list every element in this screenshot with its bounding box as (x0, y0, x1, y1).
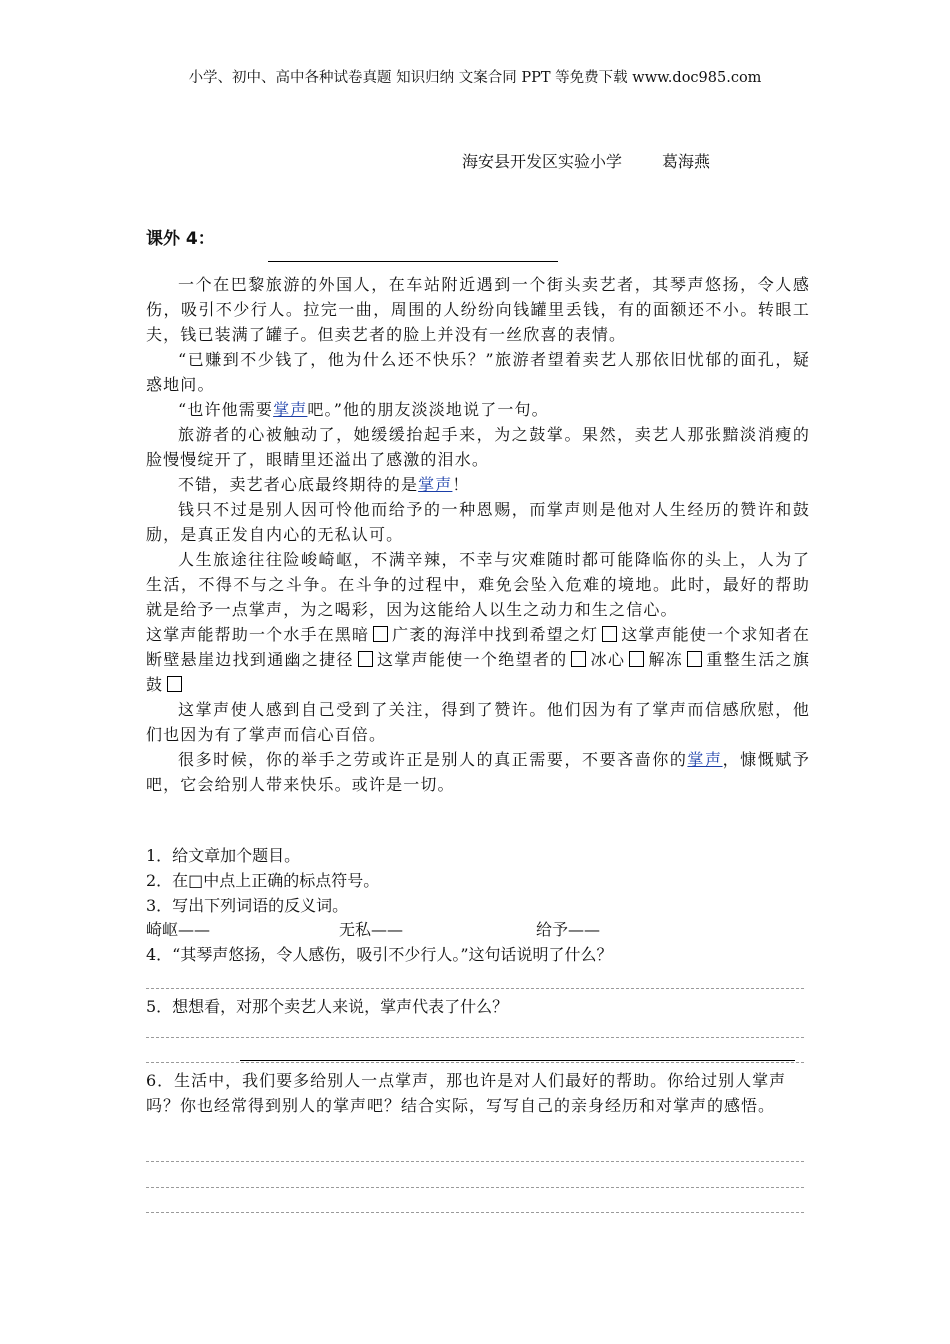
author-name: 葛海燕 (662, 152, 711, 171)
passage-paragraph: 旅游者的心被触动了，她缓缓抬起手来，为之鼓掌。果然，卖艺人那张黯淡消瘦的脸慢慢绽开了，眼睛里还溢出了感激的泪水。 (146, 425, 810, 469)
question-3-word-3: 给予—— (536, 920, 601, 939)
question-3-word-2: 无私—— (339, 920, 404, 939)
answer-line[interactable] (146, 1037, 804, 1038)
passage-paragraph: 这掌声使人感到自己受到了关注，得到了赞许。他们因为有了掌声而信感欣慰，他们也因为有了掌声而信心百倍。 (146, 700, 810, 744)
question-3: 3．写出下列词语的反义词。 (146, 896, 349, 915)
answer-line[interactable] (146, 1187, 804, 1188)
passage-paragraph: “已赚到不少钱了，他为什么还不快乐？”旅游者望着卖艺人那依旧忧郁的面孔，疑惑地问。 (146, 350, 810, 394)
section-title: 课外 4： (146, 229, 215, 249)
answer-line[interactable] (146, 1062, 804, 1063)
answer-line[interactable] (146, 1161, 804, 1162)
question-2: 2．在□中点上正确的标点符号。 (146, 871, 380, 890)
question-5: 5．想想看，对那个卖艺人来说，掌声代表了什么？ (146, 997, 509, 1016)
applause-link[interactable]: 掌声 (687, 750, 723, 769)
answer-line[interactable] (146, 988, 804, 989)
author-school: 海安县开发区实验小学 (462, 152, 623, 171)
header-banner: 小学、初中、高中各种试卷真题 知识归纳 文案合同 PPT 等免费下载 www.doc985.com (188, 70, 762, 86)
question-3-word-1: 崎岖—— (146, 920, 211, 939)
punctuation-box[interactable] (373, 626, 388, 642)
punctuation-box[interactable] (167, 676, 182, 692)
punctuation-box[interactable] (358, 651, 373, 667)
answer-underline[interactable] (240, 1060, 795, 1061)
author-line (462, 149, 710, 172)
question-6: 6．生活中，我们要多给别人一点掌声，那也许是对人们最好的帮助。你给过别人掌声吗？你也经常得到别人的掌声吧？结合实际，写写自己的亲身经历和对掌声的感悟。 (146, 1071, 787, 1115)
punctuation-box[interactable] (571, 651, 586, 667)
punctuation-box[interactable] (629, 651, 644, 667)
passage-paragraph: 一个在巴黎旅游的外国人，在车站附近遇到一个街头卖艺者，其琴声悠扬，令人感伤，吸引不少行人。拉完一曲，周围的人纷纷向钱罐里丢钱，有的面额还不小。转眼工夫，钱已装满了罐子。但卖艺者的脸上并没有一丝欣喜的表情。 (146, 275, 810, 344)
passage-paragraph: 不错，卖艺者心底最终期待的是掌声！ (178, 475, 470, 494)
applause-link[interactable]: 掌声 (418, 475, 453, 494)
punctuation-box[interactable] (687, 651, 702, 667)
question-1: 1．给文章加个题目。 (146, 846, 301, 865)
applause-link[interactable]: 掌声 (273, 400, 308, 419)
reading-passage (146, 272, 810, 797)
title-answer-blank[interactable] (268, 261, 558, 262)
passage-paragraph: “也许他需要掌声吧。”他的朋友淡淡地说了一句。 (178, 400, 549, 419)
passage-paragraph: 人生旅途往往险峻崎岖，不满辛辣，不幸与灾难随时都可能降临你的头上，人为了生活，不得不与之斗争。在斗争的过程中，难免会坠入危难的境地。此时，最好的帮助就是给予一点掌声，为之喝彩，因为这能给人以生之动力和生之信心。 (146, 550, 810, 619)
answer-line[interactable] (146, 1212, 804, 1213)
passage-paragraph: 很多时候，你的举手之劳或许正是别人的真正需要，不要吝啬你的掌声，慷慨赋予吧，它会给别人带来快乐。或许是一切。 (146, 750, 810, 794)
punctuation-box[interactable] (602, 626, 617, 642)
question-4: 4．“其琴声悠扬，令人感伤，吸引不少行人。”这句话说明了什么？ (146, 945, 613, 964)
punctuation-paragraph: 这掌声能帮助一个水手在黑暗 广袤的海洋中找到希望之灯 这掌声能使一个求知者在断壁悬崖边找到通幽之捷径 这掌声能使一个绝望者的 冰心 解冻 重整生活之旗鼓 (146, 625, 810, 694)
passage-paragraph: 钱只不过是别人因可怜他而给予的一种恩赐，而掌声则是他对人生经历的赞许和鼓励，是真正发自内心的无私认可。 (146, 500, 810, 544)
